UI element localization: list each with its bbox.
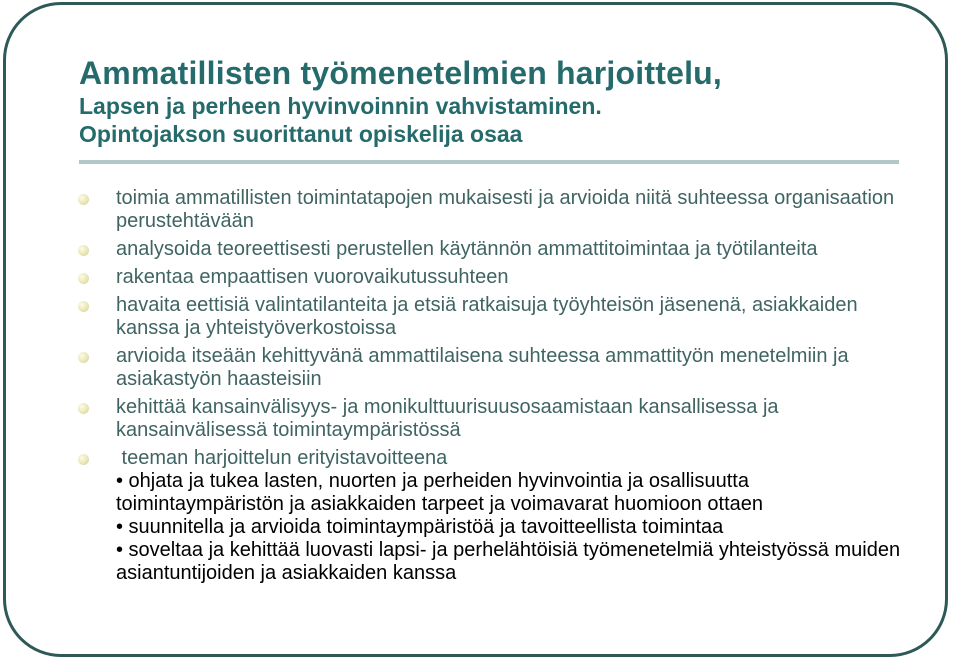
bullet-icon (78, 352, 89, 363)
sub-list (116, 470, 908, 585)
list-item-text: arvioida itseään kehittyvänä ammattilaisena suhteessa ammattityön menetelmiin ja asiakastyön haasteisiin (116, 345, 849, 390)
slide-title: Ammatillisten työmenetelmien harjoittelu, (79, 55, 722, 91)
bullet-list (78, 187, 908, 590)
slide-subtitle-2: Opintojakson suorittanut opiskelija osaa (79, 121, 523, 147)
list-item-text: rakentaa empaattisen vuorovaikutussuhteen (116, 266, 509, 288)
list-item (78, 266, 908, 289)
bullet-icon (78, 273, 89, 284)
list-item-text: havaita eettisiä valintatilanteita ja etsiä ratkaisuja työyhteisön jäsenenä, asiakkaiden kanssa ja yhteistyöverkostoissa (116, 294, 858, 339)
bullet-icon (78, 454, 89, 465)
list-item (78, 345, 908, 391)
title-block (79, 54, 939, 148)
list-item (78, 294, 908, 340)
bullet-icon (78, 194, 89, 205)
title-divider (79, 160, 899, 164)
bullet-icon (78, 403, 89, 414)
list-item-text: toimia ammatillisten toimintatapojen mukaisesti ja arvioida niitä suhteessa organisaation perustehtävään (116, 187, 895, 232)
list-item (78, 187, 908, 233)
sub-list-item: • suunnitella ja arvioida toimintaympäristöä ja tavoitteellista toimintaa (116, 516, 724, 538)
list-item (78, 238, 908, 261)
sub-list-item: • ohjata ja tukea lasten, nuorten ja perheiden hyvinvointia ja osallisuutta toimintaympäristön ja asiakkaiden tarpeet ja voimavarat huomioon ottaen (116, 470, 764, 515)
list-item-text: kehittää kansainvälisyys- ja monikulttuurisuusosaamistaan kansallisessa ja kansainvälisessä toimintaympäristössä (116, 396, 779, 441)
bullet-icon (78, 301, 89, 312)
list-item-text: teeman harjoittelun erityistavoitteena (116, 447, 448, 469)
sub-list-item: • soveltaa ja kehittää luovasti lapsi- ja perhelähtöisiä työmenetelmiä yhteistyössä muiden asiantuntijoiden ja asiakkaiden kanssa (116, 539, 901, 584)
bullet-icon (78, 245, 89, 256)
list-item (78, 396, 908, 442)
list-item-text: analysoida teoreettisesti perustellen käytännön ammattitoimintaa ja työtilanteita (116, 238, 818, 260)
list-item (78, 447, 908, 585)
slide-subtitle: Lapsen ja perheen hyvinvoinnin vahvistaminen. (79, 93, 602, 119)
